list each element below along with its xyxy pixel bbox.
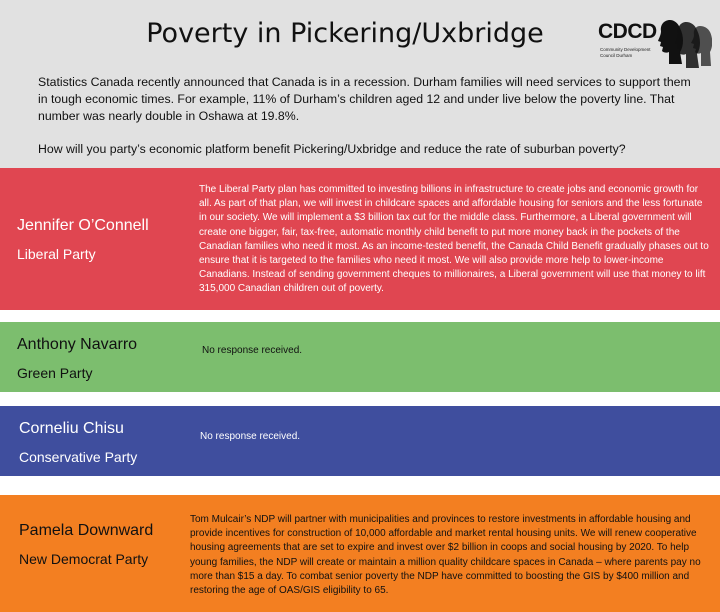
logo-subtitle-line1: Community Development (600, 47, 651, 52)
logo-subtitle-line2: Council Durham (600, 53, 633, 58)
question-text: How will you party’s economic platform benefit Pickering/Uxbridge and reduce the rate of suburban poverty? (38, 142, 626, 156)
candidate-name: Anthony Navarro (17, 336, 138, 353)
candidate-name: Jennifer O’Connell (17, 217, 149, 234)
logo-text: CDCD (598, 20, 657, 43)
candidate-name: Pamela Downward (19, 522, 154, 539)
candidate-party: New Democrat Party (19, 551, 149, 567)
candidate-party: Liberal Party (17, 246, 96, 262)
page-title: Poverty in Pickering/Uxbridge (146, 18, 544, 49)
candidate-section-ndp (0, 495, 720, 612)
candidate-label (19, 419, 137, 467)
intro-paragraph: Statistics Canada recently announced that Canada is in a recession. Durham families will need services to support them in tough economic times. For example, 11% of Durham’s children aged 12 and under live below the poverty line. That number was nearly double in Oshawa at 19.8%. (38, 75, 691, 123)
candidate-response: Tom Mulcair’s NDP will partner with municipalities and provinces to restore investments in affordable housing and provide incentives for construction of 10,000 affordable and market rental housing units. We will renew cooperative housing agreements that are set to expire and invest over $2 billion in coops and social housing by 2020. To help young families, the NDP will create or maintain a million quality childcare spaces in Canada – where parents pay no more than $15 a day. To combat senior poverty the NDP have committed to boosting the GIS by $400 million and restoring the age of OAS/GIS eligibility to 65. (190, 514, 701, 597)
candidate-party: Conservative Party (19, 449, 138, 465)
cdcd-logo (594, 16, 712, 74)
header-panel (0, 0, 720, 168)
candidate-response: No response received. (202, 345, 303, 356)
candidate-section-green (0, 322, 720, 392)
candidate-label (19, 521, 153, 569)
candidate-response: No response received. (200, 431, 301, 442)
candidate-name: Corneliu Chisu (19, 420, 124, 437)
candidate-section-liberal (0, 168, 720, 310)
candidate-party: Green Party (17, 365, 93, 381)
candidate-section-conservative (0, 406, 720, 476)
candidate-response: The Liberal Party plan has committed to investing billions in infrastructure to create jobs and economic growth for all. As part of that plan, we will invest in childcare spaces and affordable housing for seniors and the less fortunate in our society. We will implement a $3 billion tax cut for the middle class. Furthermore, a Liberal government will create one bigger, fair, tax-free, automatic monthly child benefit to put more money back in the pockets of the Canadian families who need it most. As an income-tested benefit, the Canada Child Benefit gradually phases out to ensure that it is targeted to the families who need it most. We will also provide more help to lower-income Canadians. Instead of sending government cheques to millionaires, a Liberal government will use that money to lift 315,000 Canadian children out of poverty. (199, 184, 709, 295)
faces-silhouette-icon (656, 16, 712, 74)
candidate-label (17, 216, 149, 264)
candidate-label (17, 335, 137, 383)
